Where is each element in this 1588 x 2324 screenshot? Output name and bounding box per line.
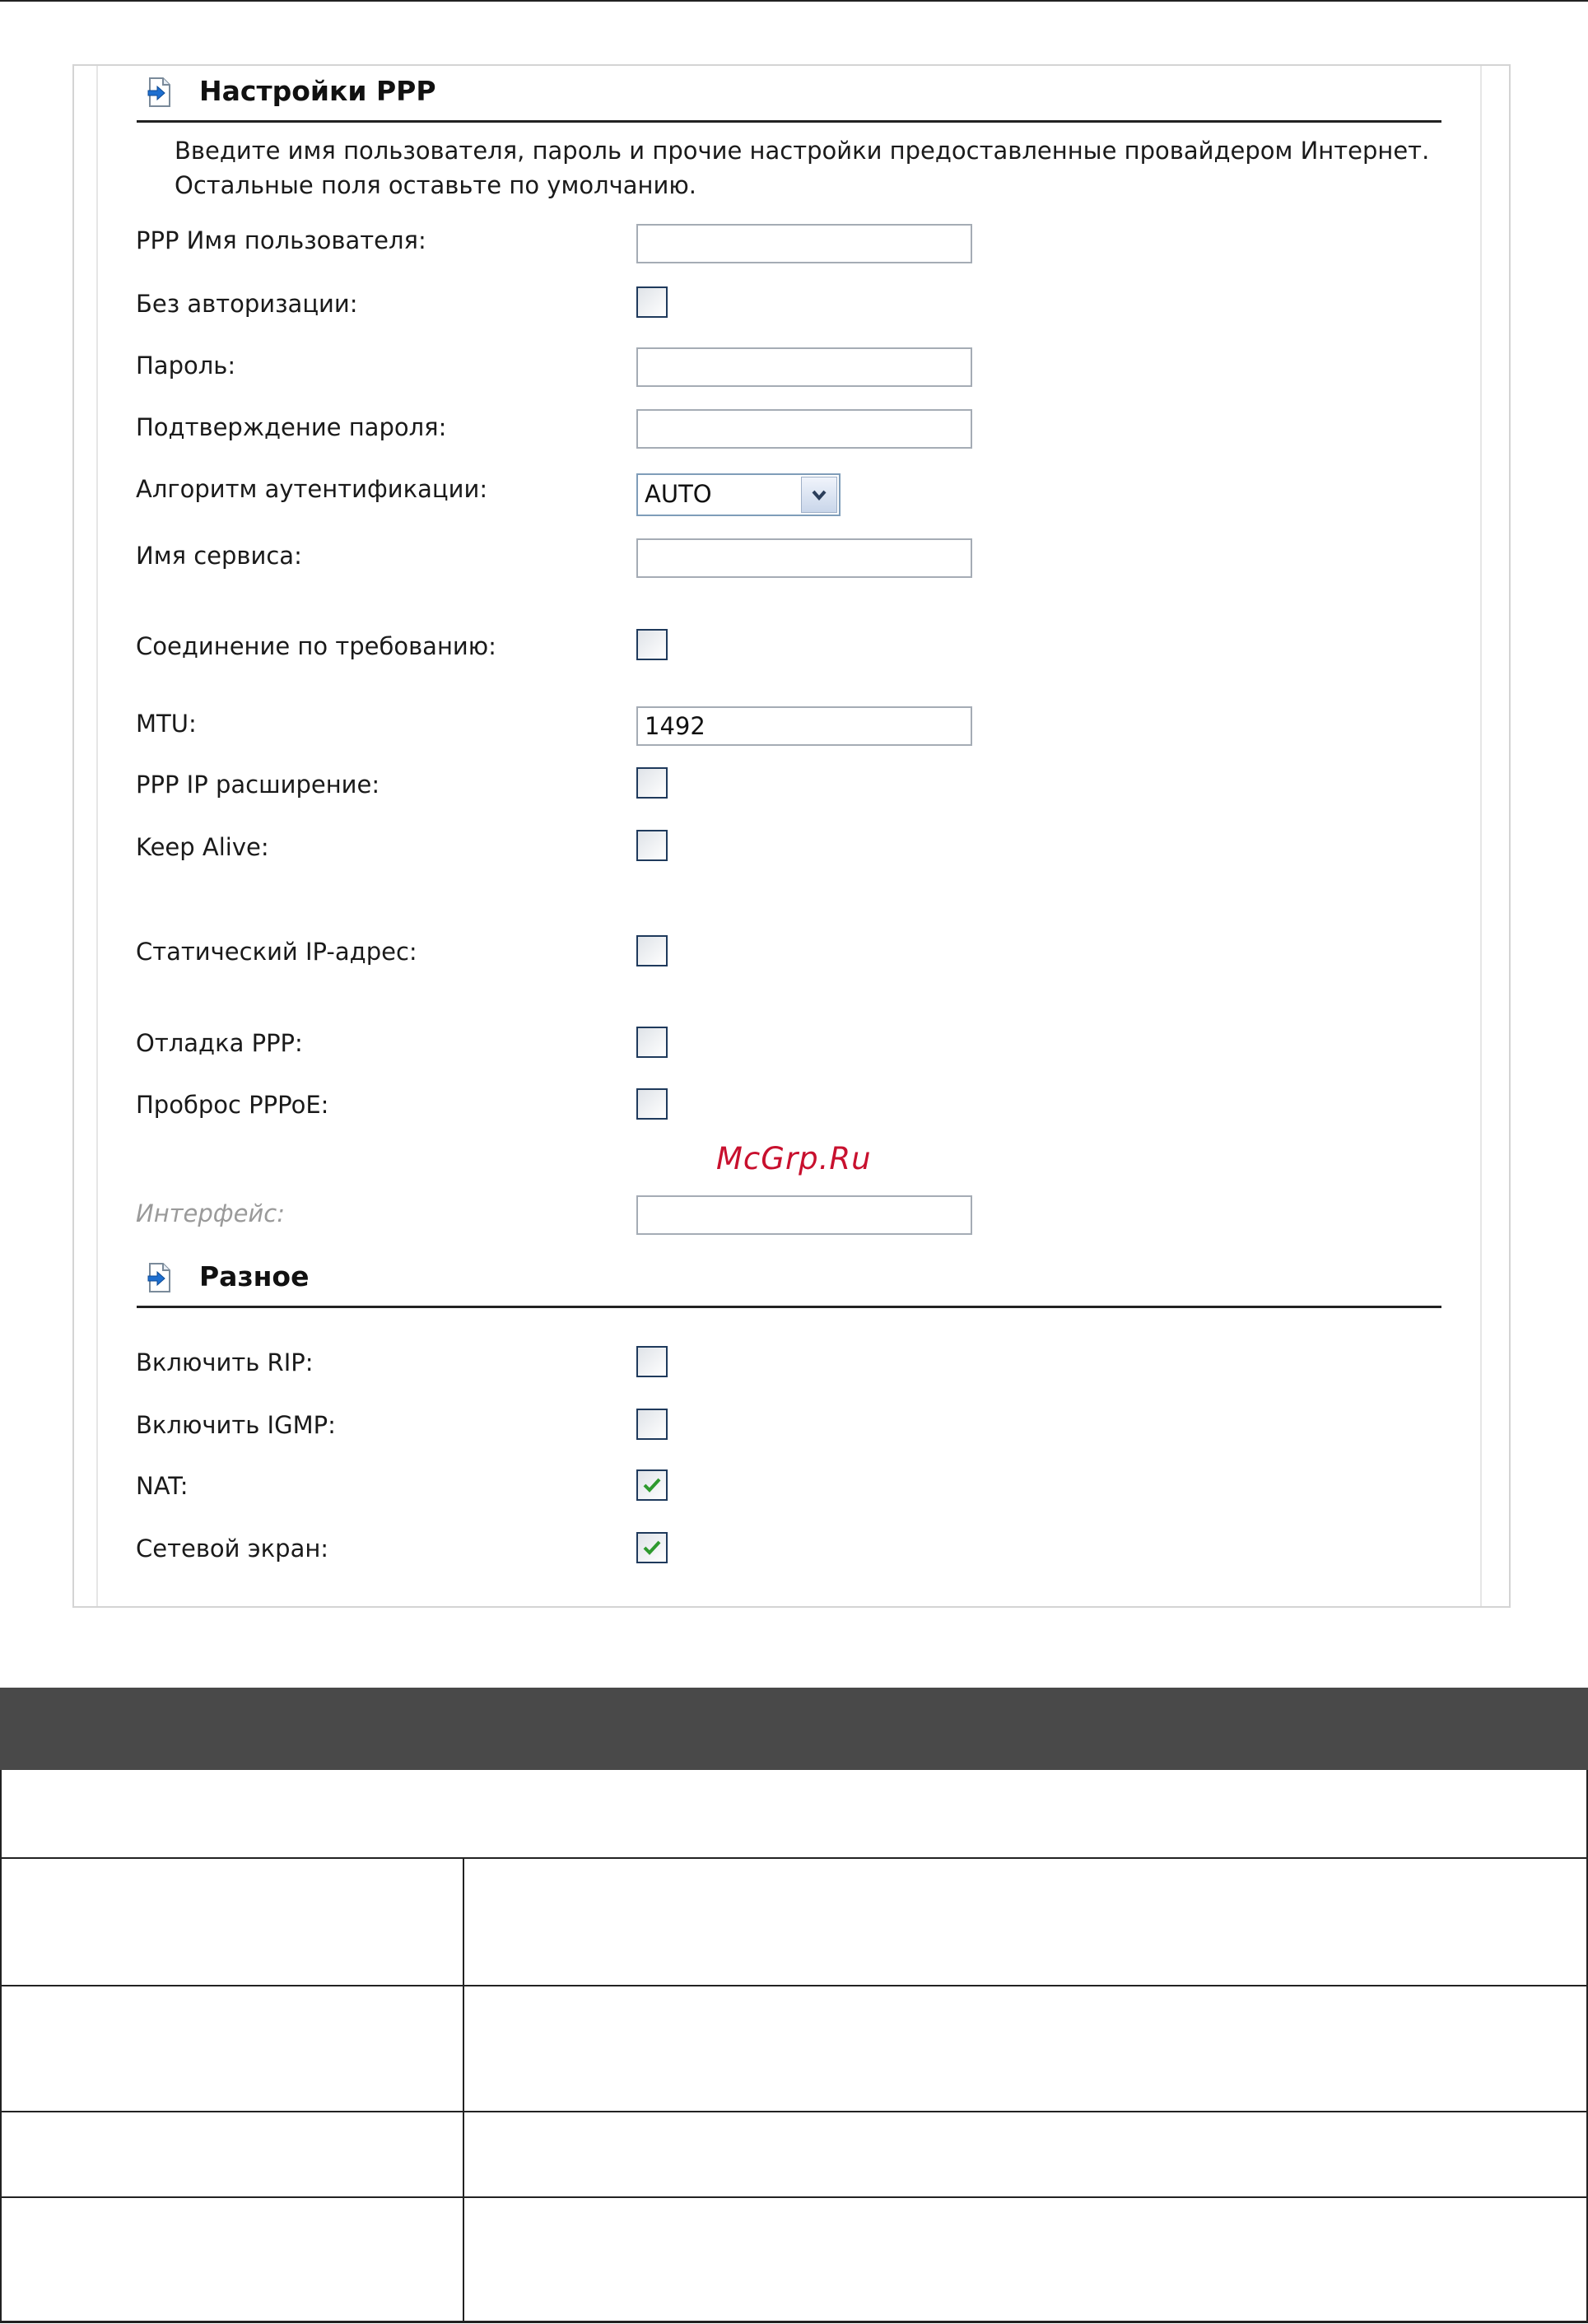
password-input[interactable] bbox=[636, 347, 972, 387]
table-header bbox=[0, 1688, 1588, 1770]
static-ip-checkbox[interactable] bbox=[636, 935, 668, 966]
ppp-ip-ext-checkbox[interactable] bbox=[636, 767, 668, 799]
table-row bbox=[0, 2196, 1588, 2321]
column-separator bbox=[463, 2198, 464, 2321]
no-auth-checkbox[interactable] bbox=[636, 286, 668, 318]
username-label: PPP Имя пользователя: bbox=[136, 226, 426, 254]
password-confirm-input[interactable] bbox=[636, 409, 972, 449]
no-auth-label: Без авторизации: bbox=[136, 290, 358, 318]
username-input[interactable] bbox=[636, 224, 972, 263]
column-separator bbox=[463, 1986, 464, 2111]
table-bottom-rule bbox=[0, 2321, 1588, 2323]
page-arrow-icon bbox=[147, 77, 173, 108]
mtu-input[interactable] bbox=[636, 706, 972, 746]
panel-inner-border-left bbox=[96, 66, 98, 1606]
chevron-down-icon bbox=[810, 486, 828, 504]
pppoe-passthrough-checkbox[interactable] bbox=[636, 1088, 668, 1120]
interface-label: Интерфейс: bbox=[136, 1199, 285, 1227]
ppp-description-line-2: Остальные поля оставьте по умолчанию. bbox=[175, 171, 696, 199]
ppp-section-header bbox=[137, 64, 1441, 123]
checkmark-icon bbox=[640, 1536, 664, 1559]
pppoe-passthrough-label: Проброс PPPoE: bbox=[136, 1091, 329, 1119]
interface-input bbox=[636, 1195, 972, 1235]
static-ip-label: Статический IP-адрес: bbox=[136, 938, 417, 966]
ppp-debug-checkbox[interactable] bbox=[636, 1027, 668, 1058]
auth-algorithm-value: AUTO bbox=[645, 480, 712, 508]
on-demand-label: Соединение по требованию: bbox=[136, 632, 496, 660]
nat-label: NAT: bbox=[136, 1472, 189, 1500]
column-separator bbox=[463, 1859, 464, 1985]
service-name-label: Имя сервиса: bbox=[136, 542, 302, 570]
keep-alive-checkbox[interactable] bbox=[636, 830, 668, 861]
service-name-input[interactable] bbox=[636, 538, 972, 578]
auth-algorithm-label: Алгоритм аутентификации: bbox=[136, 475, 488, 503]
dropdown-button[interactable] bbox=[801, 477, 837, 513]
keep-alive-label: Keep Alive: bbox=[136, 833, 269, 861]
mtu-label: MTU: bbox=[136, 710, 197, 738]
password-label: Пароль: bbox=[136, 352, 236, 380]
checkmark-icon bbox=[640, 1474, 664, 1497]
auth-algorithm-select[interactable] bbox=[636, 473, 841, 516]
page-top-rule bbox=[0, 0, 1588, 2]
table-row bbox=[0, 1857, 1588, 1985]
igmp-checkbox[interactable] bbox=[636, 1409, 668, 1440]
table-row bbox=[0, 2111, 1588, 2196]
page-arrow-icon bbox=[147, 1262, 173, 1293]
rip-checkbox[interactable] bbox=[636, 1346, 668, 1377]
ppp-ip-ext-label: PPP IP расширение: bbox=[136, 771, 380, 799]
table-row bbox=[0, 1985, 1588, 2111]
firewall-label: Сетевой экран: bbox=[136, 1535, 329, 1563]
password-confirm-label: Подтверждение пароля: bbox=[136, 413, 447, 441]
igmp-label: Включить IGMP: bbox=[136, 1411, 336, 1439]
table-subheader bbox=[0, 1770, 1588, 1857]
ppp-description-line-1: Введите имя пользователя, пароль и прочие настройки предоставленные провайдером Интернет. bbox=[175, 137, 1430, 165]
watermark-text: McGrp.Ru bbox=[716, 1141, 872, 1176]
nat-checkbox[interactable] bbox=[636, 1469, 668, 1501]
firewall-checkbox[interactable] bbox=[636, 1532, 668, 1563]
ppp-debug-label: Отладка PPP: bbox=[136, 1029, 303, 1057]
panel-inner-border-right bbox=[1480, 66, 1482, 1606]
ppp-section-title: Настройки PPP bbox=[199, 75, 436, 107]
misc-section-header bbox=[137, 1250, 1441, 1308]
column-separator bbox=[463, 2112, 464, 2196]
rip-label: Включить RIP: bbox=[136, 1348, 314, 1376]
misc-section-title: Разное bbox=[199, 1260, 310, 1292]
on-demand-checkbox[interactable] bbox=[636, 629, 668, 660]
